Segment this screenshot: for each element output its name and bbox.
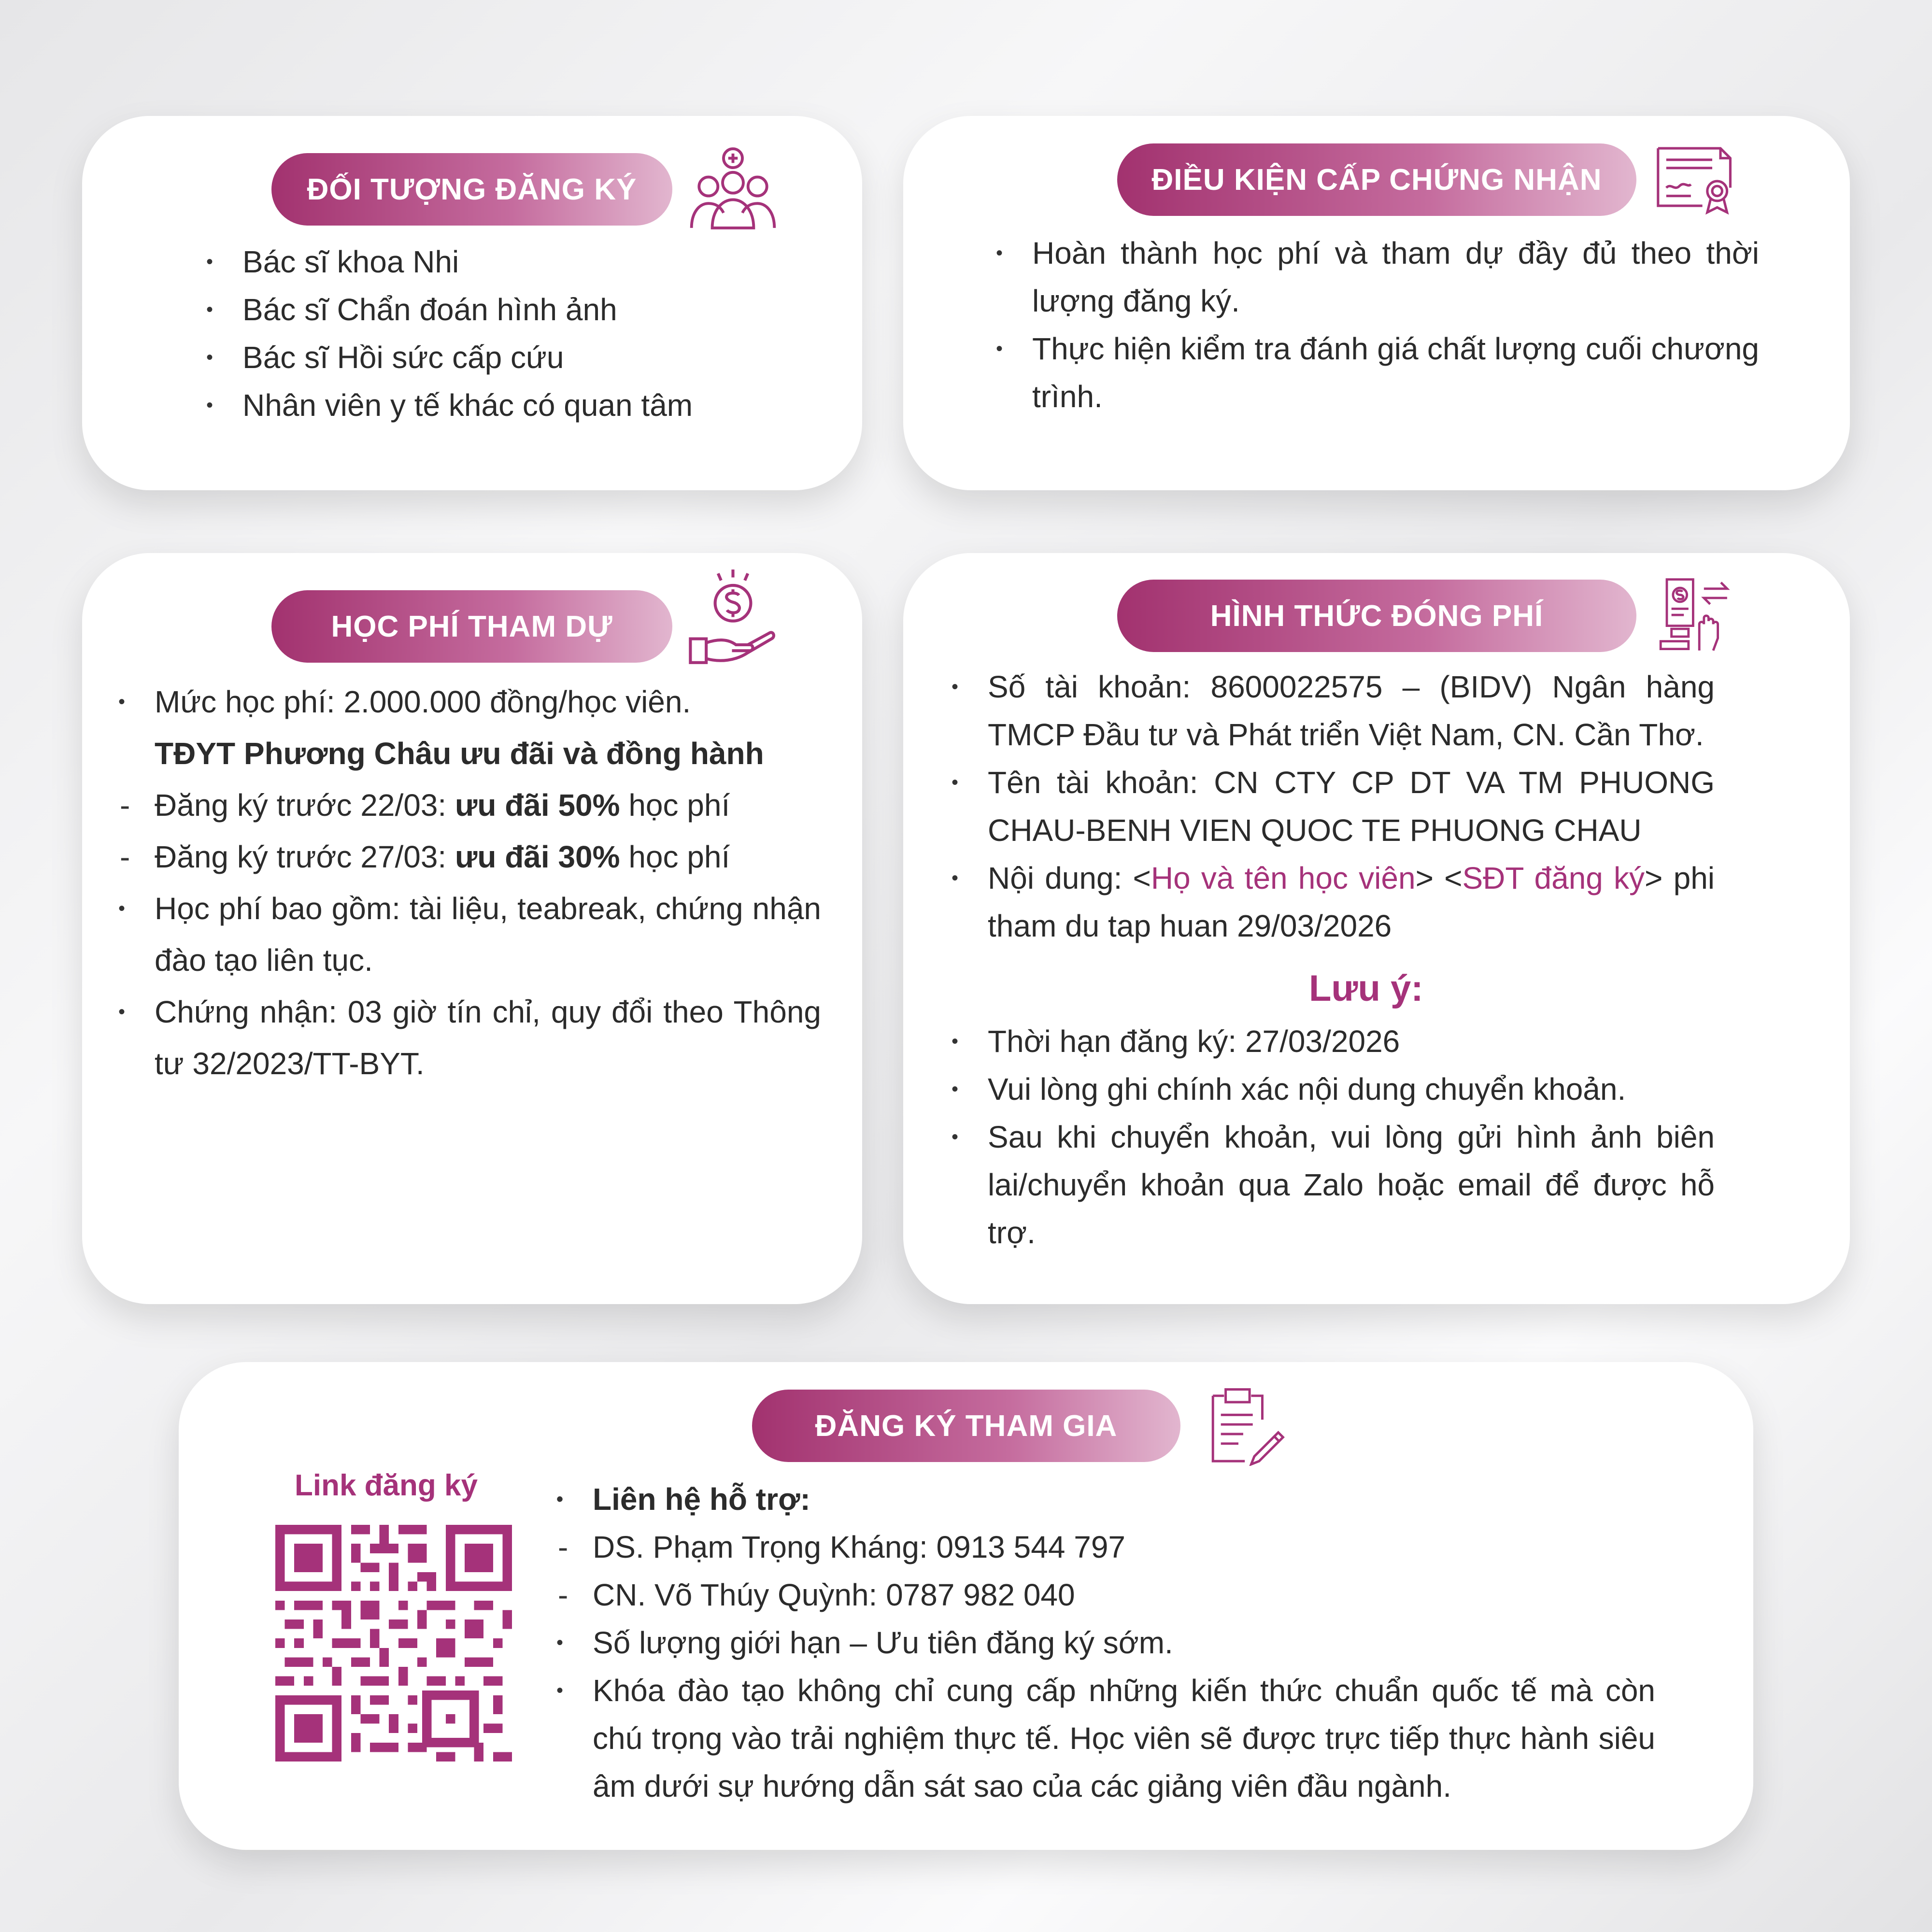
limited-notice: • Số lượng giới hạn – Ưu tiên đăng ký sớm. — [593, 1619, 1655, 1667]
payment-transfer-icon — [1659, 575, 1736, 652]
card-dieu-kien — [903, 116, 1850, 490]
section-title-dang-ky: ĐĂNG KÝ THAM GIA — [752, 1390, 1180, 1462]
certificate-icon — [1655, 145, 1737, 215]
list-item: • Hoàn thành học phí và tham dự đầy đủ theo thời lượng đăng ký. — [1032, 229, 1759, 325]
fee-includes: • Học phí bao gồm: tài liệu, teabreak, chứng nhận đào tạo liên tục. — [155, 883, 821, 986]
list-item: • Bác sĩ Hồi sức cấp cứu — [242, 334, 822, 382]
section-title-hinh-thuc: HÌNH THỨC ĐÓNG PHÍ — [1117, 580, 1636, 652]
card-doi-tuong — [82, 116, 862, 490]
section-title-dieu-kien: ĐIỀU KIỆN CẤP CHỨNG NHẬN — [1117, 143, 1636, 216]
early-bird-30: - Đăng ký trước 27/03: ưu đãi 30% học phí — [155, 831, 821, 883]
list-item: • Thực hiện kiểm tra đánh giá chất lượng cuối chương trình. — [1032, 325, 1759, 421]
card-hinh-thuc — [903, 553, 1850, 1304]
list-item: • Thời hạn đăng ký: 27/03/2026 — [988, 1018, 1715, 1065]
fee-line: • Mức học phí: 2.000.000 đồng/học viên. — [155, 676, 821, 728]
card-hoc-phi — [82, 553, 862, 1304]
clipboard-pen-icon — [1207, 1386, 1286, 1466]
hinh-thuc-list — [988, 663, 1715, 950]
registration-link-label: Link đăng ký — [295, 1469, 478, 1502]
course-description: • Khóa đào tạo không chỉ cung cấp những kiến thức chuẩn quốc tế mà còn chú trọng vào trải nghiệm thực tế. Học viên sẽ được trực tiếp thực hành siêu âm dưới sự hướng dẫn sát sao của các giảng viên đầu ngành. — [593, 1667, 1655, 1810]
dang-ky-list — [593, 1476, 1655, 1810]
account-name: • Tên tài khoản: CN CTY CP DT VA TM PHUONG CHAU-BENH VIEN QUOC TE PHUONG CHAU — [988, 759, 1715, 854]
section-title-doi-tuong: ĐỐI TƯỢNG ĐĂNG KÝ — [271, 153, 672, 226]
list-item: • Vui lòng ghi chính xác nội dung chuyển khoản. — [988, 1065, 1715, 1113]
section-title-hoc-phi: HỌC PHÍ THAM DỰ — [271, 590, 672, 663]
list-item: • Nhân viên y tế khác có quan tâm — [242, 382, 822, 429]
note-title: Lưu ý: — [1309, 968, 1423, 1009]
list-item: • Bác sĩ khoa Nhi — [242, 238, 822, 286]
account-number: • Số tài khoản: 8600022575 – (BIDV) Ngân hàng TMCP Đầu tư và Phát triển Việt Nam, CN. Cần Thơ. — [988, 663, 1715, 759]
doi-tuong-list — [242, 238, 822, 429]
notes-list — [988, 1018, 1715, 1257]
list-item: • Sau khi chuyển khoản, vui lòng gửi hình ảnh biên lai/chuyển khoản qua Zalo hoặc email để được hỗ trợ. — [988, 1113, 1715, 1257]
contact-title: • Liên hệ hỗ trợ: — [593, 1476, 1655, 1523]
dieu-kien-list — [1032, 229, 1759, 421]
hoc-phi-list — [155, 676, 821, 1090]
money-hand-icon — [688, 568, 778, 667]
list-item: • Bác sĩ Chẩn đoán hình ảnh — [242, 286, 822, 334]
transfer-content: • Nội dung: <Họ và tên học viên> <SĐT đăng ký> phi tham du tap huan 29/03/2026 — [988, 854, 1715, 950]
qr-code-icon[interactable] — [275, 1525, 512, 1762]
promo-title: TĐYT Phương Châu ưu đãi và đồng hành — [155, 736, 764, 771]
doctors-group-icon — [686, 145, 780, 232]
contact-item: - CN. Võ Thúy Quỳnh: 0787 982 040 — [593, 1571, 1655, 1619]
card-dang-ky — [179, 1362, 1753, 1850]
contact-item: - DS. Phạm Trọng Kháng: 0913 544 797 — [593, 1523, 1655, 1571]
fee-certificate: • Chứng nhận: 03 giờ tín chỉ, quy đổi theo Thông tư 32/2023/TT-BYT. — [155, 986, 821, 1090]
early-bird-50: - Đăng ký trước 22/03: ưu đãi 50% học phí — [155, 780, 821, 831]
